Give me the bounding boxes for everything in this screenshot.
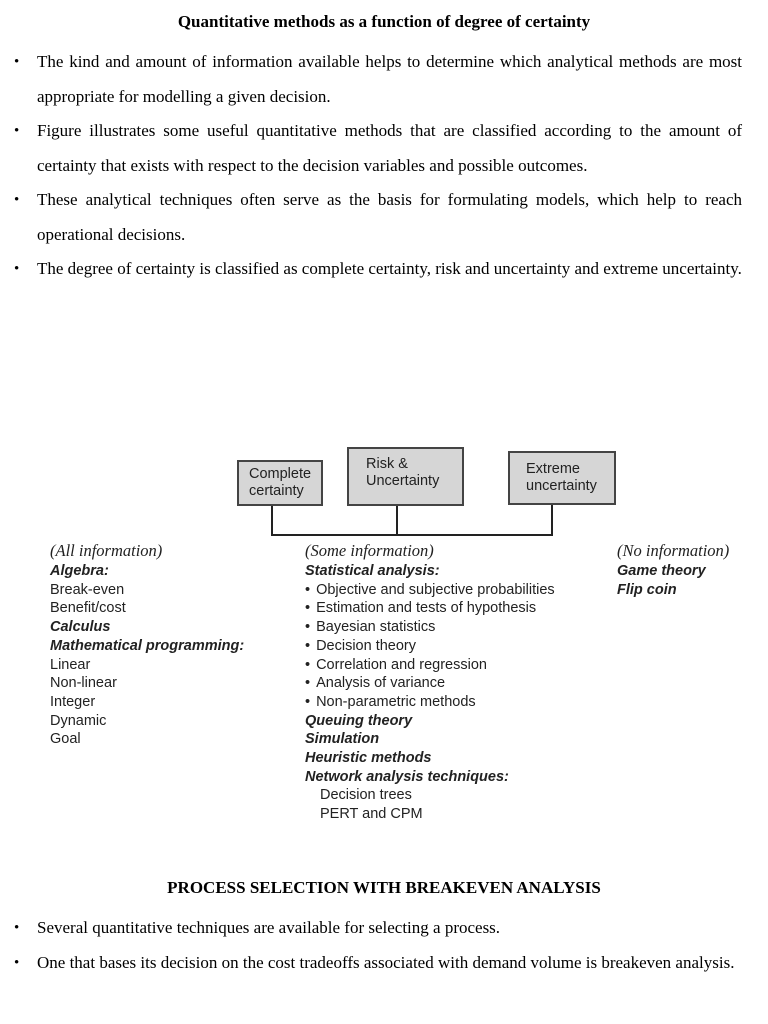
box-complete-certainty <box>237 460 323 506</box>
method-item: Benefit/cost <box>50 600 126 617</box>
method-item: Integer <box>50 693 96 710</box>
box-extreme-uncertainty <box>508 451 616 505</box>
list-item <box>14 946 742 981</box>
method-item: PERT and CPM <box>320 806 423 823</box>
connector-line <box>271 506 273 536</box>
box-label-line: Risk & <box>366 455 408 472</box>
method-item: • Correlation and regression <box>305 656 555 675</box>
column-some-information <box>305 540 555 824</box>
method-item: • Objective and subjective probabilities <box>305 581 555 600</box>
bullet-icon: • <box>14 920 20 936</box>
box-label-line: Complete <box>249 466 312 482</box>
column-heading: (Some information) <box>305 541 434 560</box>
section-bullet-list <box>0 911 768 980</box>
list-item <box>14 183 742 252</box>
method-category: Calculus <box>50 619 111 636</box>
bullet-icon: • <box>14 54 20 70</box>
connector-line <box>396 506 398 536</box>
method-item: • Estimation and tests of hypothesis <box>305 599 555 618</box>
page-title: Quantitative methods as a function of degree of certainty <box>177 12 591 31</box>
box-label-line: Extreme <box>526 461 580 477</box>
box-risk-uncertainty <box>347 447 464 506</box>
bullet-icon: • <box>14 123 20 139</box>
box-label-line: certainty <box>249 483 304 499</box>
bullet-text: Figure illustrates some useful quantitative methods that are classified according to the amount of certainty that exists with respect to the decision variables and possible outcomes. <box>37 121 742 175</box>
method-item: Decision trees <box>320 787 412 804</box>
bullet-icon: • <box>14 261 20 277</box>
box-label-line: uncertainty <box>526 478 597 494</box>
method-item: • Analysis of variance <box>305 674 555 693</box>
method-item: Goal <box>50 731 81 748</box>
method-category: Mathematical programming: <box>50 637 245 654</box>
list-item <box>14 252 742 287</box>
column-all-information <box>50 540 244 749</box>
method-category: Algebra: <box>50 563 109 579</box>
connector-line <box>551 505 553 536</box>
box-label-line: Uncertainty <box>366 472 440 489</box>
method-item: Dynamic <box>50 712 107 729</box>
section-title: PROCESS SELECTION WITH BREAKEVEN ANALYSIS <box>167 878 601 897</box>
method-category: Network analysis techniques: <box>305 768 509 785</box>
method-item: Non-linear <box>50 675 117 692</box>
connector-line <box>271 534 553 536</box>
method-category: Game theory <box>617 563 706 579</box>
method-item: • Bayesian statistics <box>305 618 555 637</box>
method-category: Simulation <box>305 731 380 748</box>
method-item: • Decision theory <box>305 637 555 656</box>
method-category: Queuing theory <box>305 712 413 729</box>
column-heading: (All information) <box>50 541 163 560</box>
list-item <box>14 45 742 114</box>
intro-bullet-list <box>0 45 768 287</box>
method-category: Heuristic methods <box>305 750 432 767</box>
method-item: • Non-parametric methods <box>305 693 555 712</box>
list-item <box>14 911 742 946</box>
method-item: Linear <box>50 656 91 673</box>
method-category: Statistical analysis: <box>305 563 440 579</box>
bullet-text: Several quantitative techniques are available for selecting a process. <box>37 918 501 937</box>
bullet-text: One that bases its decision on the cost tradeoffs associated with demand volume is breakeven analysis. <box>37 952 735 972</box>
bullet-text: These analytical techniques often serve as the basis for formulating models, which help to reach operational decisions. <box>37 190 742 244</box>
list-item <box>14 114 742 183</box>
bullet-icon: • <box>14 954 20 971</box>
method-item: Break-even <box>50 581 125 598</box>
column-heading: (No information) <box>617 541 730 560</box>
column-no-information <box>617 540 729 599</box>
bullet-text: The kind and amount of information available helps to determine which analytical methods are most appropriate for modelling a given decision. <box>37 52 742 106</box>
bullet-icon: • <box>14 192 20 208</box>
method-category: Flip coin <box>617 581 677 598</box>
bullet-text: The degree of certainty is classified as complete certainty, risk and uncertainty and extreme uncertainty. <box>37 259 742 278</box>
